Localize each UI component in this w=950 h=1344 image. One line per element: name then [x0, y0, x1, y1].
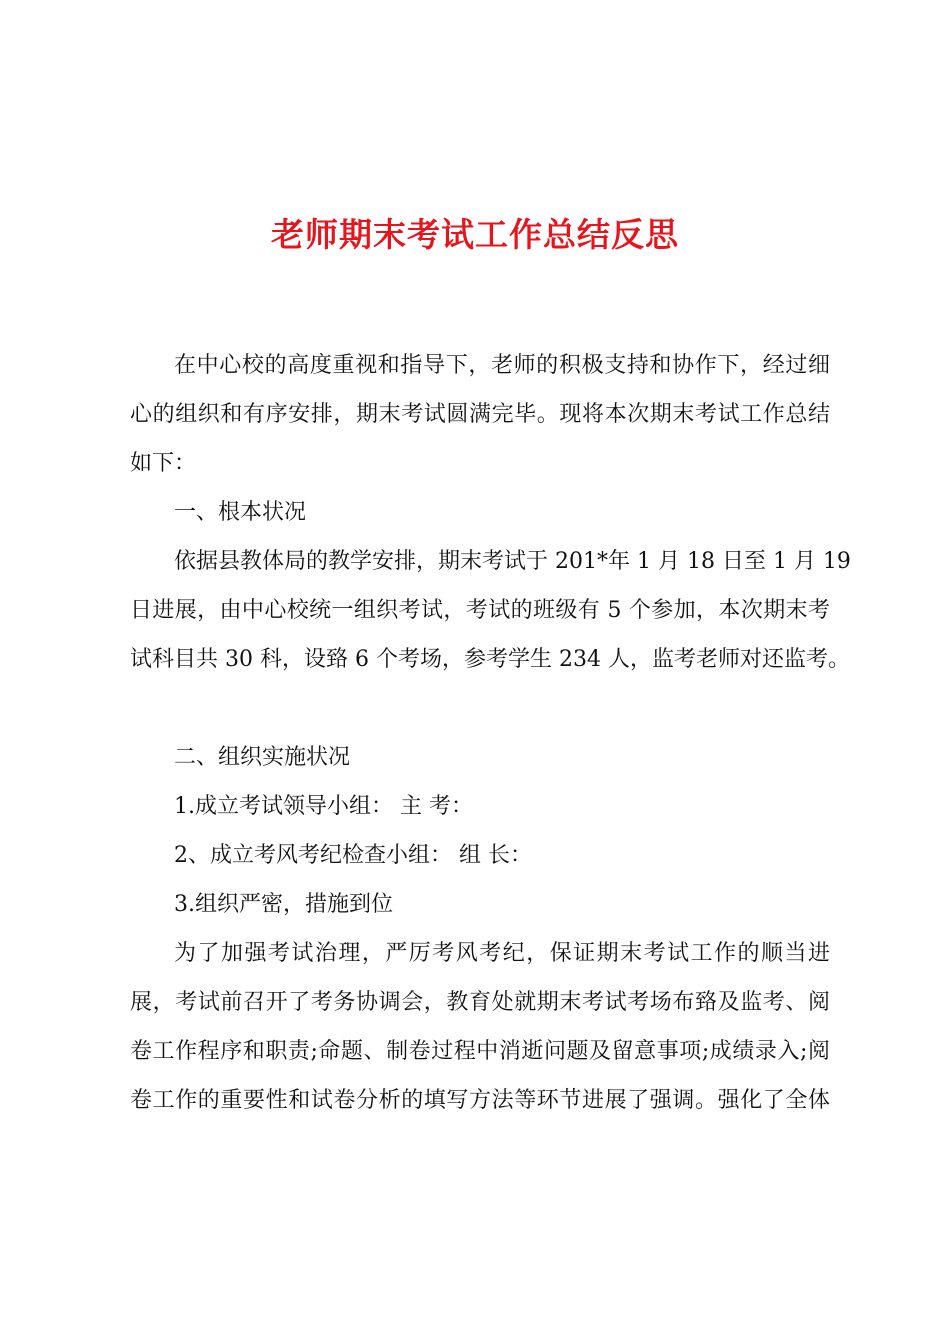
document-body	[130, 341, 851, 1125]
list-item-leadership-group: 1.成立考试领导小组： 主 考：	[174, 794, 473, 819]
text-line: 试科目共 30 科，设臵 6 个考场，参考学生 234 人，监考老师对还监考。	[130, 647, 850, 672]
paragraph-exam-management	[130, 929, 830, 1125]
document-title: 老师期末考试工作总结反思	[271, 215, 679, 254]
list-item-organization: 3.组织严密，措施到位	[174, 892, 393, 917]
text-line: 在中心校的高度重视和指导下，老师的积极支持和协作下，经过细	[174, 353, 830, 378]
paragraph-basic-situation	[130, 537, 851, 684]
text-line: 展，考试前召开了考务协调会，教育处就期末考试考场布臵及监考、阅	[130, 990, 830, 1015]
text-line: 卷工作程序和职责;命题、制卷过程中消逝问题及留意事项;成绩录入;阅	[130, 1039, 830, 1064]
text-line: 如下：	[130, 451, 197, 476]
list-item-inspection-group: 2、成立考风考纪检查小组： 组 长：	[174, 843, 532, 868]
text-line: 日进展，由中心校统一组织考试，考试的班级有 5 个参加，本次期末考	[130, 598, 830, 623]
text-line: 依据县教体局的教学安排，期末考试于 201*年 1 月 18 日至 1 月 19	[174, 549, 851, 574]
text-line: 心的组织和有序安排，期末考试圆满完毕。现将本次期末考试工作总结	[130, 402, 830, 427]
paragraph-gap	[130, 684, 830, 733]
text-line: 卷工作的重要性和试卷分析的填写方法等环节进展了强调。强化了全体	[130, 1088, 830, 1113]
text-line: 为了加强考试治理，严厉考风考纪，保证期末考试工作的顺当进	[174, 941, 830, 966]
section-heading-implementation: 二、组织实施状况	[174, 745, 351, 770]
section-heading-basic-situation: 一、根本状况	[174, 500, 307, 525]
paragraph-intro	[130, 341, 830, 488]
